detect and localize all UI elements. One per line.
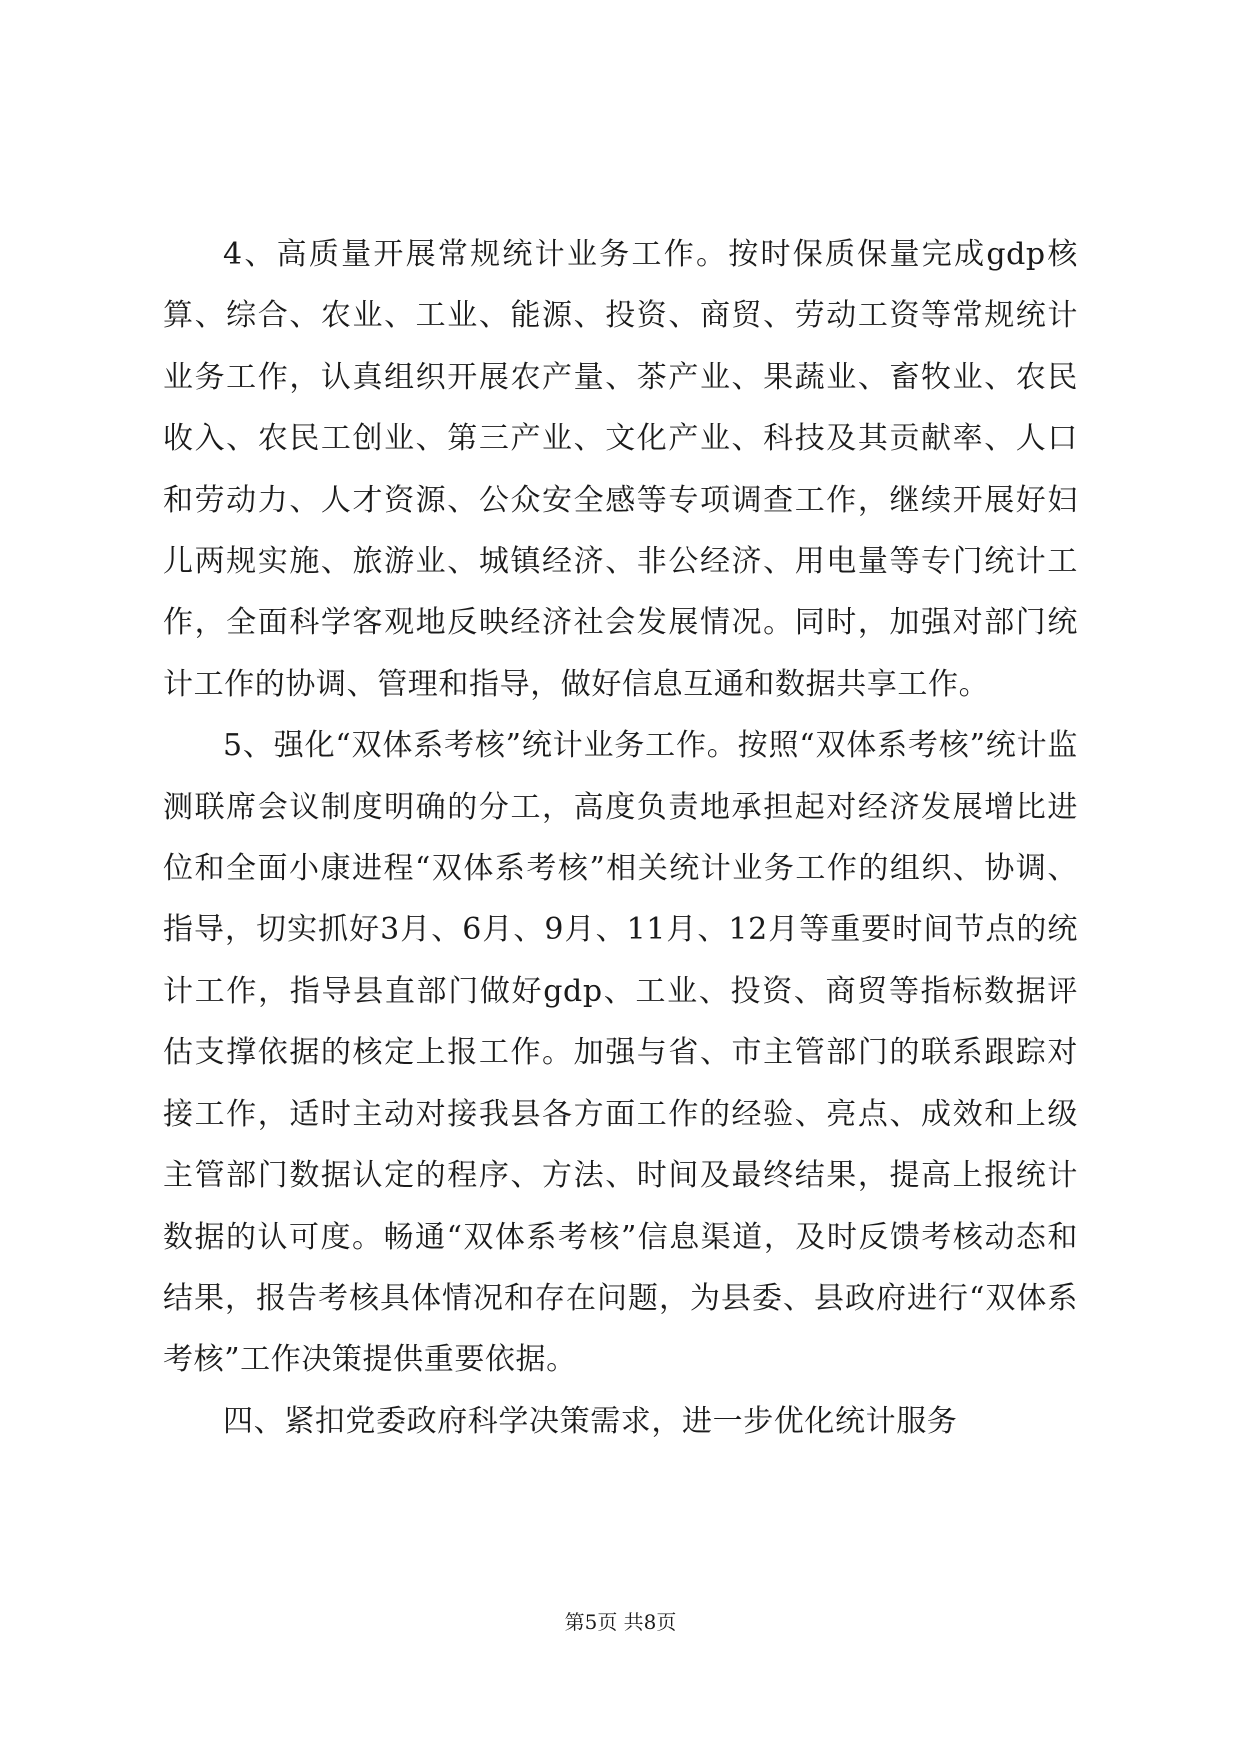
- paragraph-item-4: 4、高质量开展常规统计业务工作。按时保质保量完成gdp核算、综合、农业、工业、能源、投资、商贸、劳动工资等常规统计业务工作，认真组织开展农产量、茶产业、果蔬业、畜牧业、农民收入、农民工创业、第三产业、文化产业、科技及其贡献率、人口和劳动力、人才资源、公众安全感等专项调查工作，继续开展好妇儿两规实施、旅游业、城镇经济、非公经济、用电量等专门统计工作，全面科学客观地反映经济社会发展情况。同时，加强对部门统计工作的协调、管理和指导，做好信息互通和数据共享工作。: [163, 237, 1078, 702]
- section-heading: 四、紧扣党委政府科学决策需求，进一步优化统计服务: [223, 1403, 958, 1439]
- document-body: [163, 224, 1078, 1452]
- paragraph-item-5: 5、强化“双体系考核”统计业务工作。按照“双体系考核”统计监测联席会议制度明确的分工，高度负责地承担起对经济发展增比进位和全面小康进程“双体系考核”相关统计业务工作的组织、协调、指导，切实抓好3月、6月、9月、11月、12月等重要时间节点的统计工作，指导县直部门做好gdp、工业、投资、商贸等指标数据评估支撑依据的核定上报工作。加强与省、市主管部门的联系跟踪对接工作，适时主动对接我县各方面工作的经验、亮点、成效和上级主管部门数据认定的程序、方法、时间及最终结果，提高上报统计数据的认可度。畅通“双体系考核”信息渠道，及时反馈考核动态和结果，报告考核具体情况和存在问题，为县委、县政府进行“双体系考核”工作决策提供重要依据。: [163, 728, 1078, 1378]
- page-number: 第5页 共8页: [564, 1610, 677, 1634]
